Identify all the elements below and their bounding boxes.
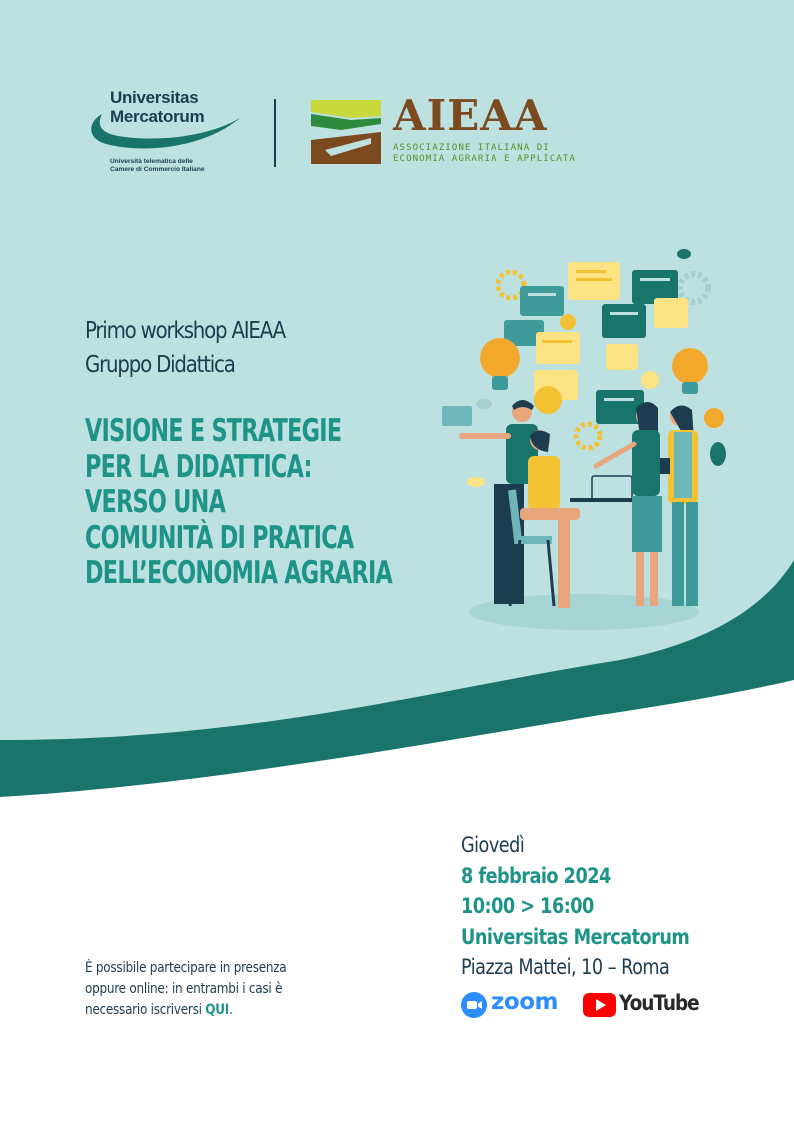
zoom-label: zoom	[491, 989, 558, 1015]
register-link[interactable]: QUI	[205, 1002, 229, 1018]
logo-um-tagline	[110, 158, 205, 174]
logo-um-tagline-line2: Camere di Commercio Italiane	[110, 166, 205, 173]
logo-aieaa-subtitle-line2: ECONOMIA AGRARIA E APPLICATA	[393, 153, 576, 164]
teamwork-illustration	[436, 240, 736, 640]
person-standing-middle	[596, 402, 662, 606]
event-details	[461, 830, 689, 983]
event-date: 8 febbraio 2024	[461, 863, 611, 888]
logo-aieaa-subtitle	[393, 142, 576, 164]
logo-divider	[274, 99, 276, 167]
event-address: Piazza Mattei, 10 – Roma	[461, 955, 670, 979]
main-title	[85, 414, 392, 592]
youtube-play-icon	[583, 993, 616, 1017]
zoom-logo[interactable]	[461, 989, 571, 1018]
title-line4: COMUNITÀ DI PRATICA	[85, 519, 354, 556]
title-line3: VERSO UNA	[85, 484, 226, 520]
logo-aieaa-acronym: AIEAA	[393, 91, 548, 140]
youtube-label: YouTube	[619, 991, 699, 1015]
intro-heading	[85, 314, 285, 382]
lightbulb-icon	[480, 338, 708, 414]
logo-um-line1: Universitas	[110, 88, 199, 107]
participation-note	[85, 958, 286, 1021]
logo-um-line2: Mercatorum	[110, 107, 205, 126]
zoom-camera-icon	[461, 992, 487, 1018]
title-line2: PER LA DIDATTICA:	[85, 448, 312, 485]
note-line3-suffix: .	[228, 1002, 233, 1018]
speech-bubble-icon	[504, 262, 688, 424]
note-line3	[85, 1000, 286, 1021]
person-standing-right	[660, 405, 698, 606]
youtube-logo[interactable]	[583, 992, 703, 1018]
note-line3-prefix: necessario iscriversi	[85, 1002, 206, 1018]
aieaa-logo	[311, 91, 601, 168]
event-time: 10:00 > 16:00	[461, 894, 594, 918]
note-line2: oppure online: in entrambi i casi è	[85, 981, 283, 997]
title-line1: VISIONE E STRATEGIE	[85, 413, 342, 449]
universitas-mercatorum-logo	[84, 86, 254, 186]
logo-aieaa-subtitle-line1: ASSOCIAZIONE ITALIANA DI	[393, 142, 550, 153]
aieaa-field-icon	[311, 98, 383, 166]
swoosh-icon	[84, 108, 244, 152]
event-venue: Universitas Mercatorum	[461, 924, 690, 949]
intro-line1: Primo workshop AIEAA	[85, 318, 285, 344]
title-line5: DELL’ECONOMIA AGRARIA	[85, 555, 393, 591]
logo-um-tagline-line1: Università telematica delle	[110, 158, 193, 165]
event-day: Giovedì	[461, 833, 525, 857]
note-line1: È possibile partecipare in presenza	[85, 960, 287, 976]
intro-line2: Gruppo Didattica	[85, 352, 235, 378]
person-standing-left	[462, 400, 538, 604]
